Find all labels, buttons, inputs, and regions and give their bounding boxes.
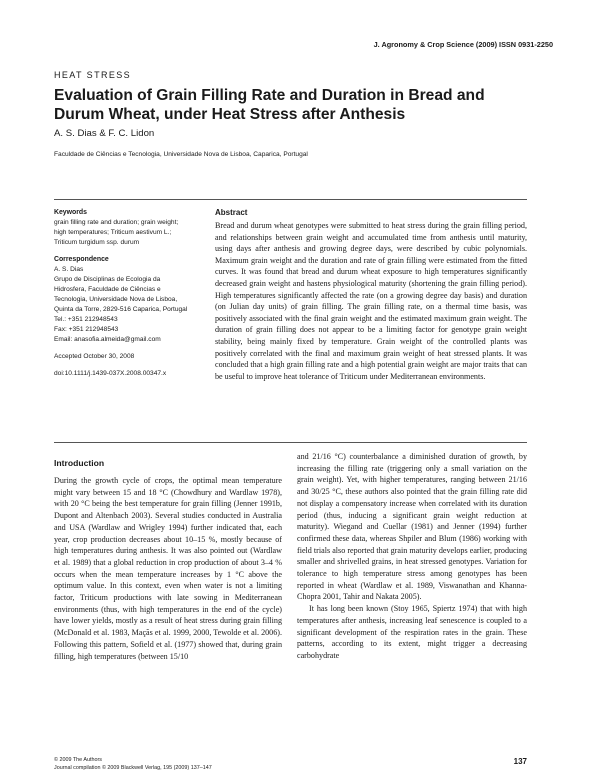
keywords-block (54, 208, 214, 248)
doi-link[interactable]: doi:10.1111/j.1439-037X.2008.00347.x (54, 370, 167, 377)
body-column-right (297, 451, 527, 662)
copyright-line: © 2009 The Authors (54, 757, 102, 763)
body-column-left (54, 458, 282, 662)
keywords-line: Triticum turgidum ssp. durum (54, 239, 140, 246)
article-title: Evaluation of Grain Filling Rate and Duration in Bread and Durum Wheat, under Heat Stress after Anthesis (54, 87, 485, 123)
page-number: 137 (513, 757, 527, 766)
body-paragraph: It has long been known (Stoy 1965, Spiertz 1974) that with high temperatures after anthesis, increasing leaf senescence is coupled to a significant development of the respiration rates in the grain. These patterns, according to its extent, might trigger a decreasing carbohydrate (297, 604, 527, 660)
correspondence-line: Grupo de Disciplinas de Ecologia da (54, 276, 161, 283)
author-affiliation: Faculdade de Ciências e Tecnologia, Universidade Nova de Lisboa, Caparica, Portugal (54, 151, 308, 158)
correspondence-line: Hidrosfera, Faculdade de Ciências e (54, 286, 161, 293)
correspondence-line: A. S. Dias (54, 266, 84, 273)
section-label: HEAT STRESS (54, 70, 132, 80)
article-authors: A. S. Dias & F. C. Lidon (54, 128, 155, 139)
correspondence-line: Tel.: +351 212948543 (54, 316, 118, 323)
abstract-divider (54, 442, 527, 443)
footer-copyright (54, 757, 212, 772)
abstract-section (215, 208, 527, 382)
correspondence-block (54, 255, 214, 345)
introduction-heading: Introduction (54, 458, 105, 468)
abstract-heading: Abstract (215, 208, 248, 217)
body-paragraph: and 21/16 °C) counterbalance a diminished duration of growth, by increasing the filling rate (triggering only a small variation on the grain weight). Yet, with higher temperatures, ranging between 21/16 and 30/25 °C, these authors also pointed that the grain filling rate did not display a compensatory increase when correlated with its duration period (thus, inducing a significant grain weight reduction at maturity). Wiegand and Cuellar (1981) and Jenner (1994) further confirmed these data, whereas Shpiler and Blum (1986) working with field trials also reported that grain maturity develops earlier, producing smaller and shrivelled grains, in heat stressed genotypes. Variation for tolerance to high temperature stress among genotypes has been reported in wheat (Wardlaw et al. 1989, Viswanathan and Khanna-Chopra 2001, Tahir and Nakata 2005). (297, 452, 527, 602)
article-info-sidebar (54, 208, 214, 386)
keywords-line: high temperatures; Triticum aestivum L.; (54, 229, 172, 236)
correspondence-email[interactable]: Email: anasofia.almeida@gmail.com (54, 336, 161, 343)
body-paragraph: During the growth cycle of crops, the optimal mean temperature might vary between 15 and 18 °C (Chowdhury and Wardlaw 1978), with 20 °C being the best temperature for grain filling (Jenner 1991b, Dupont and Altenbach 2003). Several studies conducted in Australia and USA (Wardlaw and Wrigley 1994) further indicated that, each year, crop production decreases about 10–15 %, mostly because of high temperatures during anthesis. It was also pointed out (Wardlaw et al. 1989) that a global reduction in crop production of about 3–4 % occurs when the mean temperature increases by 1 °C above the optimum value. In this context, even when water is not a limiting factor, Triticum productions with late sowing in Mediterranean environments (thus, with high temperatures in the end of the cycle) have lower yields, mostly as a result of heat stress during grain filling (McDonald et al. 1983, Maçãs et al. 1999, 2000, Tewolde et al. 2006). Following this pattern, Sofield et al. (1977) showed that, during grain filling, high temperatures (between 15/10 (54, 476, 282, 661)
correspondence-line: Tecnologia, Universidade Nova de Lisboa, (54, 296, 178, 303)
correspondence-line: Fax: +351 212948543 (54, 326, 119, 333)
journal-running-head: J. Agronomy & Crop Science (2009) ISSN 0931-2250 (373, 40, 553, 49)
top-divider (54, 199, 527, 200)
keywords-heading: Keywords (54, 209, 87, 216)
correspondence-line: Quinta da Torre, 2829-516 Caparica, Portugal (54, 306, 188, 313)
accepted-date: Accepted October 30, 2008 (54, 353, 135, 360)
keywords-line: grain filling rate and duration; grain weight; (54, 219, 179, 226)
abstract-text: Bread and durum wheat genotypes were submitted to heat stress during the grain filling period, and relationships between grain weight and accumulated time from anthesis until maturity, using days after anthesis and growing degree days, were described by cubic polynomials. Maximum grain weight and the duration and rate of grain filling were estimated from the fitted curves. It was found that bread and durum wheat exposure to high temperatures significantly decreased grain weight and hastens physiological maturity (shortening the grain filling period). High temperatures significantly affected the rate (on a growing degree day basis) and duration (on Julian day units) of grain filling. The grain filling rate, on a thermal time basis, was positively associated with the final grain weight and the estimated maximum grain weight. The duration of grain filling does not appear to be a limiting factor for genotype grain weight stability, being mainly fixed by temperature. Grain weight of the controlled plants was positively correlated with the final and maximum grain weight of heat stressed plants. It was concluded that a high grain filling rate and a high potential grain weight are major traits that can be useful to improve heat tolerance of Triticum under Mediterranean environments. (215, 221, 527, 381)
correspondence-heading: Correspondence (54, 256, 109, 263)
compilation-line: Journal compilation © 2009 Blackwell Verlag, 195 (2009) 137–147 (54, 764, 212, 771)
